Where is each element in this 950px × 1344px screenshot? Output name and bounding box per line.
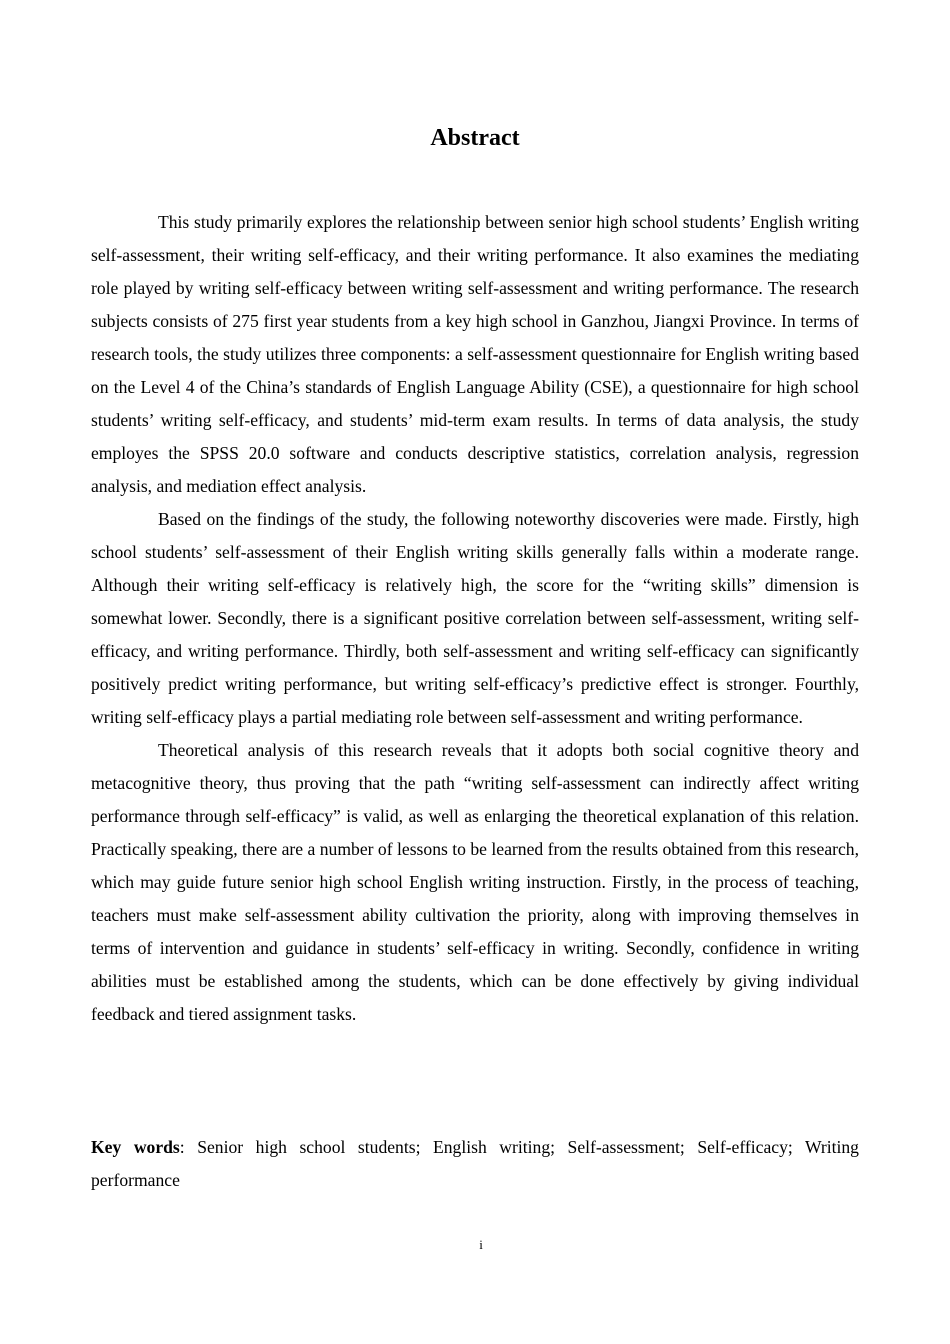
keywords-line xyxy=(91,1131,859,1197)
keywords-separator: : xyxy=(179,1137,198,1157)
keywords-label: Key words xyxy=(91,1137,180,1157)
page-title: Abstract xyxy=(430,125,520,151)
abstract-paragraph-2: Based on the findings of the study, the following noteworthy discoveries were made. Firstly, high school students’ self-assessment of their English writing skills generally falls within a moderate range. Although their writing self-efficacy is relatively high, the score for the “writing skills” dimension is somewhat lower. Secondly, there is a significant positive correlation between self-assessment, writing self-efficacy, and writing performance. Thirdly, both self-assessment and writing self-efficacy can significantly positively predict writing performance, but writing self-efficacy’s predictive effect is stronger. Fourthly, writing self-efficacy plays a partial mediating role between self-assessment and writing performance. xyxy=(91,509,859,727)
abstract-body xyxy=(91,206,859,1031)
page-number: i xyxy=(479,1237,483,1252)
abstract-paragraph-3: Theoretical analysis of this research reveals that it adopts both social cognitive theory and metacognitive theory, thus proving that the path “writing self-assessment can indirectly affect writing performance through self-efficacy” is valid, as well as enlarging the theoretical explanation of this relation. Practically speaking, there are a number of lessons to be learned from the results obtained from this research, which may guide future senior high school English writing instruction. Firstly, in the process of teaching, teachers must make self-assessment ability cultivation the priority, along with improving themselves in terms of intervention and guidance in students’ self-efficacy in writing. Secondly, confidence in writing abilities must be established among the students, which can be done effectively by giving individual feedback and tiered assignment tasks. xyxy=(91,740,859,1024)
abstract-paragraph-1: This study primarily explores the relationship between senior high school students’ English writing self-assessment, their writing self-efficacy, and their writing performance. It also examines the mediating role played by writing self-efficacy between writing self-assessment and writing performance. The research subjects consists of 275 first year students from a key high school in Ganzhou, Jiangxi Province. In terms of research tools, the study utilizes three components: a self-assessment questionnaire for English writing based on the Level 4 of the China’s standards of English Language Ability (CSE), a questionnaire for high school students’ writing self-efficacy, and students’ mid-term exam results. In terms of data analysis, the study employes the SPSS 20.0 software and conducts descriptive statistics, correlation analysis, regression analysis, and mediation effect analysis. xyxy=(91,212,859,496)
keywords-text: Senior high school students; English writing; Self-assessment; Self-efficacy; Writing performance xyxy=(91,1137,859,1190)
